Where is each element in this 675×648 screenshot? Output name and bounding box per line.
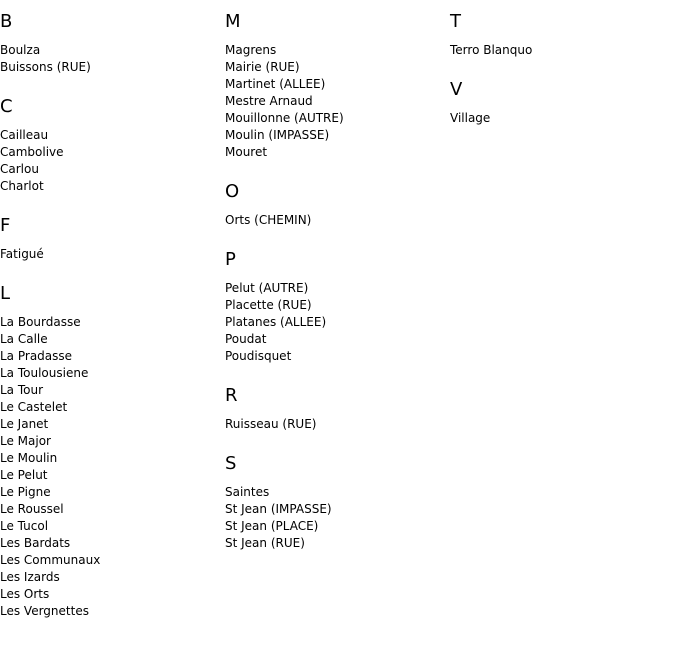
- index-column: [225, 11, 445, 572]
- list-item: [225, 518, 445, 535]
- street-link[interactable]: Le Major: [0, 434, 51, 448]
- street-link[interactable]: Platanes (ALLEE): [225, 315, 327, 329]
- letter-group: [225, 385, 445, 433]
- street-link[interactable]: Mouret: [225, 145, 268, 159]
- list-item: [225, 280, 445, 297]
- street-link[interactable]: Cambolive: [0, 145, 64, 159]
- street-link[interactable]: Ruisseau (RUE): [225, 417, 317, 431]
- list-item: [225, 127, 445, 144]
- street-link[interactable]: Magrens: [225, 43, 277, 57]
- letter-heading: F: [0, 215, 11, 236]
- list-item: [0, 552, 220, 569]
- street-list: [0, 127, 220, 195]
- letter-heading: O: [225, 181, 240, 202]
- list-item: [0, 144, 220, 161]
- street-link[interactable]: Le Moulin: [0, 451, 58, 465]
- street-list: [450, 110, 670, 127]
- list-item: [0, 433, 220, 450]
- street-link[interactable]: St Jean (IMPASSE): [225, 502, 332, 516]
- street-link[interactable]: Le Pigne: [0, 485, 51, 499]
- letter-group: [225, 453, 445, 552]
- street-list: [450, 42, 670, 59]
- street-list: [225, 42, 445, 161]
- letter-heading: S: [225, 453, 237, 474]
- street-link[interactable]: Mairie (RUE): [225, 60, 300, 74]
- list-item: [225, 314, 445, 331]
- letter-group: [0, 215, 220, 263]
- street-link[interactable]: Les Orts: [0, 587, 50, 601]
- street-link[interactable]: Le Janet: [0, 417, 49, 431]
- street-link[interactable]: Le Pelut: [0, 468, 48, 482]
- street-link[interactable]: Les Bardats: [0, 536, 71, 550]
- list-item: [0, 467, 220, 484]
- street-list: [225, 280, 445, 365]
- list-item: [225, 93, 445, 110]
- letter-heading: L: [0, 283, 11, 304]
- street-link[interactable]: La Pradasse: [0, 349, 73, 363]
- letter-heading: T: [450, 11, 461, 32]
- list-item: [0, 484, 220, 501]
- street-link[interactable]: Les Izards: [0, 570, 60, 584]
- letter-group: [450, 79, 670, 127]
- list-item: [0, 586, 220, 603]
- list-item: [0, 450, 220, 467]
- list-item: [0, 348, 220, 365]
- street-link[interactable]: Mouillonne (AUTRE): [225, 111, 344, 125]
- street-link[interactable]: Cailleau: [0, 128, 49, 142]
- letter-heading: C: [0, 96, 13, 117]
- list-item: [0, 382, 220, 399]
- list-item: [0, 416, 220, 433]
- street-link[interactable]: La Tour: [0, 383, 44, 397]
- street-link[interactable]: La Bourdasse: [0, 315, 81, 329]
- street-link[interactable]: Buissons (RUE): [0, 60, 91, 74]
- street-link[interactable]: Poudisquet: [225, 349, 292, 363]
- street-link[interactable]: St Jean (PLACE): [225, 519, 319, 533]
- street-list: [0, 42, 220, 76]
- street-link[interactable]: Mestre Arnaud: [225, 94, 313, 108]
- list-item: [225, 59, 445, 76]
- street-list: [225, 416, 445, 433]
- letter-heading: P: [225, 249, 236, 270]
- street-link[interactable]: Le Castelet: [0, 400, 68, 414]
- letter-group: [225, 11, 445, 161]
- list-item: [0, 365, 220, 382]
- street-link[interactable]: Les Vergnettes: [0, 604, 89, 618]
- list-item: [0, 603, 220, 620]
- list-item: [225, 416, 445, 433]
- list-item: [450, 110, 670, 127]
- letter-heading: B: [0, 11, 13, 32]
- street-link[interactable]: Carlou: [0, 162, 39, 176]
- street-link[interactable]: Saintes: [225, 485, 270, 499]
- list-item: [225, 348, 445, 365]
- street-list: [225, 212, 445, 229]
- list-item: [0, 501, 220, 518]
- street-link[interactable]: Moulin (IMPASSE): [225, 128, 330, 142]
- street-link[interactable]: Placette (RUE): [225, 298, 312, 312]
- list-item: [0, 246, 220, 263]
- letter-group: [0, 283, 220, 620]
- street-link[interactable]: Charlot: [0, 179, 44, 193]
- letter-heading: R: [225, 385, 238, 406]
- list-item: [225, 144, 445, 161]
- street-link[interactable]: Le Tucol: [0, 519, 49, 533]
- street-list: [0, 314, 220, 620]
- list-item: [0, 59, 220, 76]
- street-list: [225, 484, 445, 552]
- street-link[interactable]: La Toulousiene: [0, 366, 89, 380]
- letter-heading: V: [450, 79, 463, 100]
- street-link[interactable]: Martinet (ALLEE): [225, 77, 326, 91]
- street-link[interactable]: Boulza: [0, 43, 41, 57]
- list-item: [0, 399, 220, 416]
- list-item: [225, 501, 445, 518]
- list-item: [225, 76, 445, 93]
- list-item: [0, 161, 220, 178]
- list-item: [0, 518, 220, 535]
- list-item: [0, 178, 220, 195]
- list-item: [0, 535, 220, 552]
- letter-group: [0, 96, 220, 195]
- list-item: [225, 297, 445, 314]
- letter-group: [0, 11, 220, 76]
- list-item: [225, 331, 445, 348]
- street-link[interactable]: Le Roussel: [0, 502, 64, 516]
- letter-group: [225, 249, 445, 365]
- list-item: [450, 42, 670, 59]
- list-item: [0, 42, 220, 59]
- street-link[interactable]: Les Communaux: [0, 553, 101, 567]
- street-link[interactable]: Terro Blanquo: [450, 43, 533, 57]
- list-item: [225, 42, 445, 59]
- list-item: [225, 535, 445, 552]
- street-link[interactable]: Orts (CHEMIN): [225, 213, 312, 227]
- list-item: [0, 569, 220, 586]
- list-item: [0, 127, 220, 144]
- index-column: [450, 11, 670, 147]
- list-item: [225, 484, 445, 501]
- list-item: [225, 110, 445, 127]
- list-item: [225, 212, 445, 229]
- street-link[interactable]: St Jean (RUE): [225, 536, 305, 550]
- letter-heading: M: [225, 11, 241, 32]
- street-link[interactable]: Fatigué: [0, 247, 44, 261]
- street-link[interactable]: Pelut (AUTRE): [225, 281, 309, 295]
- street-link[interactable]: Poudat: [225, 332, 267, 346]
- street-link[interactable]: La Calle: [0, 332, 48, 346]
- street-link[interactable]: Village: [450, 111, 491, 125]
- street-list: [0, 246, 220, 263]
- letter-group: [450, 11, 670, 59]
- list-item: [0, 314, 220, 331]
- index-column: [0, 11, 220, 640]
- list-item: [0, 331, 220, 348]
- letter-group: [225, 181, 445, 229]
